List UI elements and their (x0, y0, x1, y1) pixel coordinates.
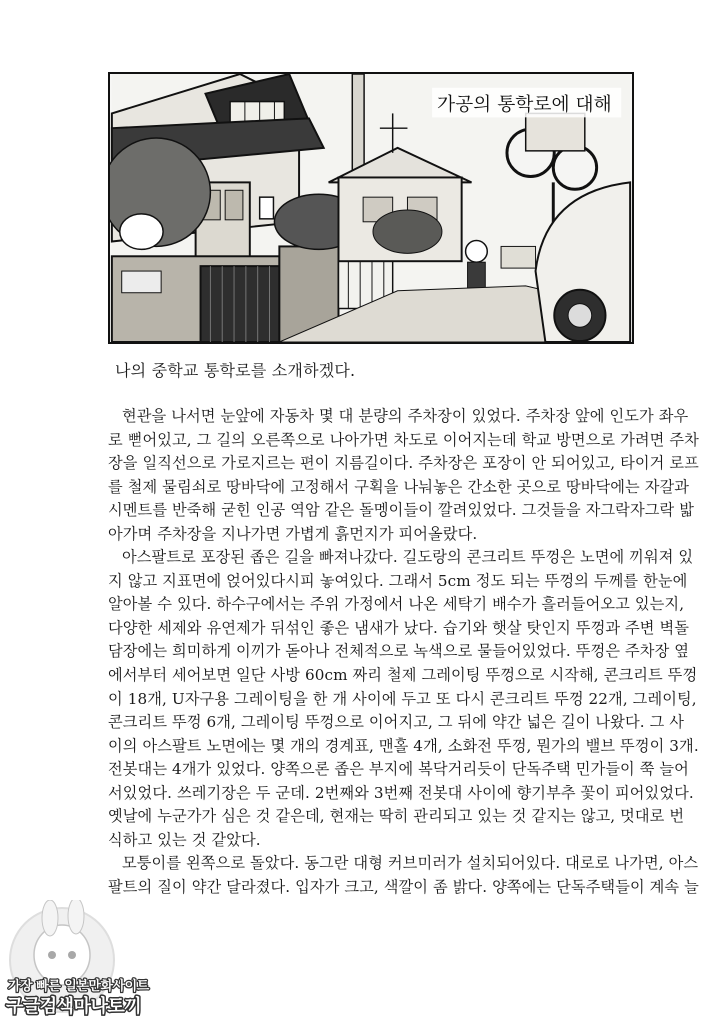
text-line: 알아볼 수 있다. 하수구에서는 주위 가정에서 나온 세탁기 배수가 흘러들어오고 있는지, (108, 595, 685, 614)
text-line: 식하고 있는 것 같았다. (108, 830, 261, 849)
text-line: 담장에는 희미하게 이끼가 돋아나 전체적으로 녹색으로 물들어있었다. 뚜껑은 주차장 옆 (108, 642, 690, 661)
text-line: 시멘트를 반죽해 굳힌 인공 역암 같은 돌멩이들이 깔려있었다. 그것들을 자그락자그락 밟 (108, 501, 694, 520)
text-line: 지 않고 지표면에 얹어있다시피 놓여있다. 그래서 5cm 정도 되는 뚜껑의 두께를 한눈에 (108, 571, 688, 590)
text-line: 이의 아스팔트 노면에는 몇 개의 경계표, 맨홀 4개, 소화전 뚜껑, 뭔가의 밸브 뚜껑이 3개. (108, 736, 699, 755)
watermark-text-bottom: 구글검색마나토끼 (6, 996, 142, 1017)
text-line: 팔트의 질이 약간 달라졌다. 입자가 크고, 색깔이 좀 밝다. 양쪽에는 단독주택들이 계속 늘 (108, 877, 699, 896)
text-line: 아가며 주차장을 지나가면 가볍게 흙먼지가 피어올랐다. (108, 524, 478, 543)
text-line: 모퉁이를 왼쪽으로 돌았다. 동그란 대형 커브미러가 설치되어있다. 대로로 나가면, 아스 (122, 854, 699, 873)
text-line: 콘크리트 뚜껑 6개, 그레이팅 뚜껑으로 이어지고, 그 뒤에 약간 넓은 길이 나왔다. 그 사 (108, 713, 685, 732)
text-line: 이 18개, U자구용 그레이팅을 한 개 사이에 두고 또 다시 콘크리트 뚜껑 22개, 그레이팅, (108, 689, 697, 708)
text-line: 옛날에 누군가가 심은 것 같은데, 현재는 딱히 관리되고 있는 것 같지는 않고, 멋대로 번 (108, 807, 685, 826)
text-line: 에서부터 세어보면 일단 사방 60cm 짜리 철제 그레이팅 뚜껑으로 시작해, 콘크리트 뚜껑 (108, 666, 698, 685)
illustration-panel (108, 72, 634, 344)
illustration-caption: 나의 중학교 통학로를 소개하겠다. (115, 361, 356, 380)
text-line: 현관을 나서면 눈앞에 자동차 몇 대 분량의 주차장이 있었다. 주차장 앞에 인도가 좌우 (122, 407, 689, 425)
watermark-text-top: 가장 빠른 일본만화사이트 (8, 979, 149, 994)
text-line: 다양한 세제와 유연제가 뒤섞인 좋은 냄새가 났다. 습기와 햇살 탓인지 뚜껑과 주변 벽돌 (108, 618, 690, 637)
text-line: 서있었다. 쓰레기장은 두 군데. 2번째와 3번째 전봇대 사이에 향기부추 꽃이 피어있었다. (108, 783, 694, 802)
street-illustration (110, 74, 632, 342)
body-text (108, 405, 699, 899)
text-line: 로 뻗어있고, 그 길의 오른쪽으로 나아가면 차도로 이어지는데 학교 방면으로 가려면 주차 (108, 430, 699, 449)
text-line: 를 철제 물림쇠로 땅바닥에 고정해서 구획을 나눠놓은 간소한 곳으로 땅바닥에는 자갈과 (108, 477, 690, 496)
text-line: 전봇대는 4개가 있었다. 양쪽으론 좁은 부지에 복닥거리듯이 단독주택 민가들이 쭉 늘어 (108, 760, 689, 779)
illustration-title: 가공의 통학로에 대해 (437, 94, 612, 116)
text-line: 아스팔트로 포장된 좁은 길을 빠져나갔다. 길도랑의 콘크리트 뚜껑은 노면에 끼워져 있 (122, 548, 694, 567)
text-line: 장을 일직선으로 가로지르는 편이 지름길이다. 주차장은 포장이 안 되어있고, 타이거 로프 (108, 454, 699, 473)
